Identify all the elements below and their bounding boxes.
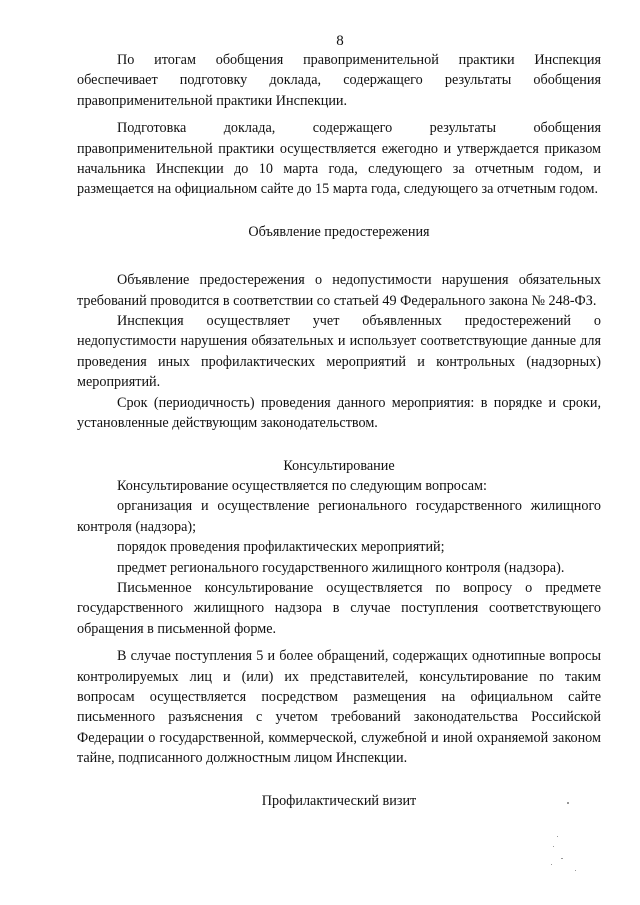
paragraph-report-approval: Подготовка доклада, содержащего результаты обобщения правоприменительной практики осуществляется ежегодно и утверждается приказом начальника Инспекции до 10 марта года, следующего за отчетным годом, и размещается на официальном сайте до 15 марта года, следующего за отчетным годом. <box>77 120 601 198</box>
paragraph-report-preparation: По итогам обобщения правоприменительной практики Инспекция обеспечивает подготовку доклада, содержащего результаты обобщения правоприменительной практики Инспекции. <box>77 52 601 109</box>
list-item-consulting-organization: организация и осуществление регионального государственного жилищного контроля (надзора); <box>77 498 601 535</box>
paragraph-five-appeals: В случае поступления 5 и более обращений, содержащих однотипные вопросы контролируемых лиц и (или) их представителей, консультирование по таким вопросам осуществляется посредством размещения на официальном сайте письменного разъяснения с учетом требований законодательства Российской Федерации о государственной, коммерческой, служебной и иной охраняемой законом тайне, подписанного должностным лицом Инспекции. <box>77 648 601 767</box>
paragraph-written-consulting: Письменное консультирование осуществляется по вопросу о предмете государственного жилищного надзора в случае поступления соответствующего обращения в письменной форме. <box>77 579 601 637</box>
document-body <box>77 50 601 811</box>
paragraph-consulting-intro: Консультирование осуществляется по следующим вопросам: <box>117 477 487 494</box>
paragraph-warning-period: Срок (периодичность) проведения данного мероприятия: в порядке и сроки, установленные действующим законодательством. <box>77 394 601 432</box>
paragraph-warning-accounting: Инспекция осуществляет учет объявленных предостережений о недопустимости нарушения обязательных и использует соответствующие данные для проведения иных профилактических мероприятий и контрольных (надзорных) мероприятий. <box>77 313 601 391</box>
heading-consulting: Консультирование <box>283 457 395 474</box>
list-item-consulting-procedure: порядок проведения профилактических мероприятий; <box>117 539 445 556</box>
heading-preventive-visit: Профилактический визит <box>261 792 417 809</box>
page-number: 8 <box>336 33 344 49</box>
scan-specks <box>545 800 605 880</box>
heading-warning: Объявление предостережения <box>248 223 430 240</box>
list-item-consulting-subject: предмет регионального государственного жилищного контроля (надзора). <box>117 559 565 576</box>
paragraph-warning-basis: Объявление предостережения о недопустимости нарушения обязательных требований проводится в соответствии со статьей 49 Федерального закона № 248-ФЗ. <box>77 272 601 309</box>
